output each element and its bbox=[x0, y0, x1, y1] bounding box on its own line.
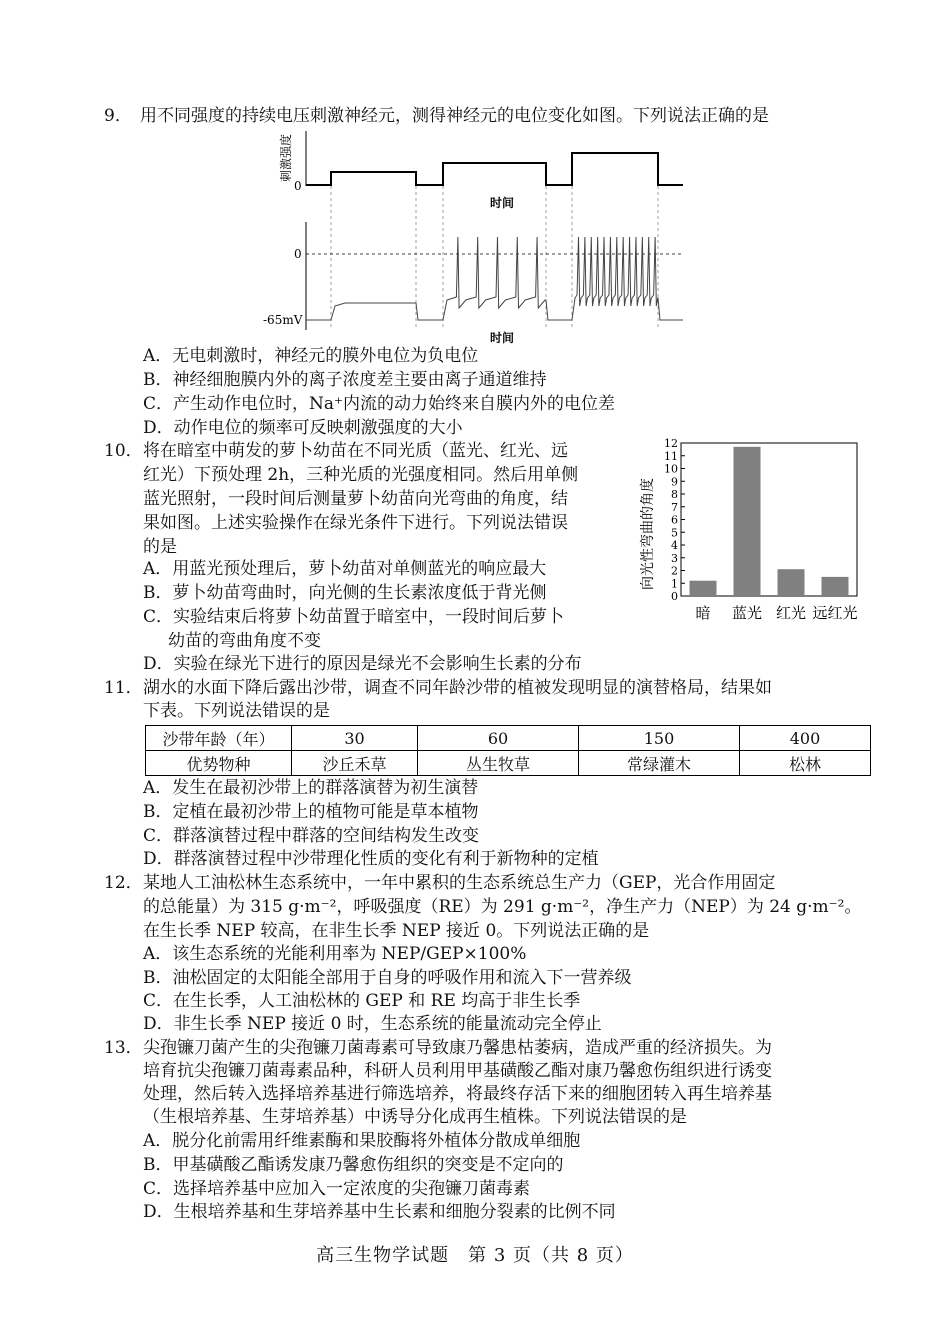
q10-option-c: C．实验结束后将萝卜幼苗置于暗室中，一段时间后萝卜 bbox=[143, 607, 565, 627]
q10-chart-frame bbox=[681, 443, 857, 596]
y-tick-label: 3 bbox=[671, 551, 678, 565]
q10-option-c-cont: 幼苗的弯曲角度不变 bbox=[168, 631, 321, 651]
q11-option-b: B．定植在最初沙带上的植物可能是草本植物 bbox=[143, 802, 479, 822]
q9-stimulus-ylabel: 刺激强度 bbox=[279, 133, 293, 182]
y-tick-label: 11 bbox=[664, 449, 678, 463]
q10-stem-line: 果如图。上述实验操作在绿光条件下进行。下列说法错误 bbox=[143, 513, 568, 533]
q10-option-d: D．实验在绿光下进行的原因是绿光不会影响生长素的分布 bbox=[143, 654, 582, 674]
table-row bbox=[146, 751, 871, 776]
q13-option-c: C．选择培养基中应加入一定浓度的尖孢镰刀菌毒素 bbox=[143, 1179, 531, 1199]
table-cell: 400 bbox=[740, 726, 871, 751]
q13-option-d: D．生根培养基和生芽培养基中生长素和细胞分裂素的比例不同 bbox=[143, 1202, 616, 1222]
table-row bbox=[146, 726, 871, 751]
table-cell: 丛生牧草 bbox=[418, 751, 579, 776]
q11-option-d: D．群落演替过程中沙带理化性质的变化有利于新物种的定植 bbox=[143, 849, 599, 869]
q10-stem-line: 红光）下预处理 2h，三种光质的光强度相同。然后用单侧 bbox=[143, 465, 579, 485]
q9-option-b: B．神经细胞膜内外的离子浓度差主要由离子通道维持 bbox=[143, 370, 547, 390]
q9-figure bbox=[263, 128, 700, 348]
bar-2 bbox=[778, 569, 805, 596]
q9-bottom-zero: 0 bbox=[294, 247, 302, 261]
q9-rest-label: -65mV bbox=[263, 313, 303, 327]
y-tick-label: 1 bbox=[671, 577, 678, 591]
q9-option-a: A．无电刺激时，神经元的膜外电位为负电位 bbox=[143, 346, 479, 366]
table-cell: 优势物种 bbox=[146, 751, 292, 776]
q11-number: 11． bbox=[104, 678, 143, 698]
q9-option-d: D．动作电位的频率可反映刺激强度的大小 bbox=[143, 418, 463, 438]
q13-option-b: B．甲基磺酸乙酯诱发康乃馨愈伤组织的突变是不定向的 bbox=[143, 1155, 564, 1175]
q9-top-xlabel: 时间 bbox=[490, 196, 515, 210]
y-tick-label: 10 bbox=[664, 462, 678, 476]
table-cell: 松林 bbox=[740, 751, 871, 776]
q12-stem-line: 的总能量）为 315 g·m⁻²，呼吸强度（RE）为 291 g·m⁻²，净生产力（NEP）为 24 g·m⁻²。 bbox=[143, 897, 862, 917]
q12-stem-line: 在生长季 NEP 较高，在非生长季 NEP 接近 0。下列说法正确的是 bbox=[143, 921, 650, 941]
q12-option-b: B．油松固定的太阳能全部用于自身的呼吸作用和流入下一营养级 bbox=[143, 968, 632, 988]
q10-bar-chart bbox=[630, 435, 870, 630]
table-cell: 60 bbox=[418, 726, 579, 751]
y-tick-label: 2 bbox=[671, 564, 678, 578]
q9-number: 9． bbox=[104, 106, 132, 126]
y-tick-label: 9 bbox=[671, 475, 678, 489]
q13-stem-line: 尖孢镰刀菌产生的尖孢镰刀菌毒素可导致康乃馨患枯萎病，造成严重的经济损失。为 bbox=[143, 1038, 772, 1058]
q11-table bbox=[145, 725, 871, 776]
q11-stem-line: 下表。下列说法错误的是 bbox=[143, 701, 330, 721]
x-category-label: 蓝光 bbox=[731, 604, 763, 622]
table-cell: 沙丘禾草 bbox=[292, 751, 418, 776]
x-category-label: 远红光 bbox=[812, 604, 858, 622]
y-tick-label: 0 bbox=[671, 590, 678, 603]
table-cell: 150 bbox=[579, 726, 740, 751]
q9-membrane-trace bbox=[306, 237, 683, 320]
q13-option-a: A．脱分化前需用纤维素酶和果胶酶将外植体分散成单细胞 bbox=[143, 1131, 581, 1151]
q12-option-d: D．非生长季 NEP 接近 0 时，生态系统的能量流动完全停止 bbox=[143, 1014, 602, 1034]
x-category-label: 暗 bbox=[695, 604, 711, 622]
q10-stem-line: 将在暗室中萌发的萝卜幼苗在不同光质（蓝光、红光、远 bbox=[143, 441, 568, 461]
y-tick-label: 5 bbox=[671, 526, 678, 540]
q10-number: 10． bbox=[104, 441, 143, 461]
bar-3 bbox=[822, 577, 849, 596]
q12-option-c: C．在生长季，人工油松林的 GEP 和 RE 均高于非生长季 bbox=[143, 991, 581, 1011]
q13-number: 13． bbox=[104, 1038, 143, 1058]
q9-bottom-xlabel: 时间 bbox=[490, 331, 515, 345]
y-tick-label: 7 bbox=[671, 500, 678, 514]
q11-option-c: C．群落演替过程中群落的空间结构发生改变 bbox=[143, 826, 480, 846]
bar-0 bbox=[690, 581, 717, 596]
bar-1 bbox=[734, 447, 761, 596]
q9-stem: 用不同强度的持续电压刺激神经元，测得神经元的电位变化如图。下列说法正确的是 bbox=[140, 106, 769, 126]
q9-top-zero: 0 bbox=[294, 179, 302, 193]
q9-option-c: C．产生动作电位时，Na⁺内流的动力始终来自膜内外的电位差 bbox=[143, 394, 615, 414]
q13-stem-line: 处理，然后转入选择培养基进行筛选培养，将最终存活下来的细胞团转入再生培养基 bbox=[143, 1084, 772, 1104]
y-tick-label: 6 bbox=[671, 513, 678, 527]
q10-option-b: B．萝卜幼苗弯曲时，向光侧的生长素浓度低于背光侧 bbox=[143, 583, 547, 603]
table-cell: 常绿灌木 bbox=[579, 751, 740, 776]
y-tick-label: 12 bbox=[664, 437, 678, 450]
q11-stem-line: 湖水的水面下降后露出沙带，调查不同年龄沙带的植被发现明显的演替格局，结果如 bbox=[143, 678, 772, 698]
q10-chart-ylabel: 向光性弯曲的角度 bbox=[640, 478, 656, 590]
q9-stimulus-trace bbox=[306, 153, 683, 185]
q12-option-a: A．该生态系统的光能利用率为 NEP/GEP×100% bbox=[143, 944, 527, 964]
q10-option-a: A．用蓝光预处理后，萝卜幼苗对单侧蓝光的响应最大 bbox=[143, 559, 547, 579]
q13-stem-line: 培育抗尖孢镰刀菌毒素品种，科研人员利用甲基磺酸乙酯对康乃馨愈伤组织进行诱变 bbox=[143, 1061, 772, 1081]
table-cell: 沙带年龄（年） bbox=[146, 726, 292, 751]
q10-stem-line: 蓝光照射，一段时间后测量萝卜幼苗向光弯曲的角度，结 bbox=[143, 489, 568, 509]
y-tick-label: 8 bbox=[671, 488, 678, 501]
table-cell: 30 bbox=[292, 726, 418, 751]
q13-stem-line: （生根培养基、生芽培养基）中诱导分化成再生植株。下列说法错误的是 bbox=[143, 1107, 687, 1127]
q12-stem-line: 某地人工油松林生态系统中，一年中累积的生态系统总生产力（GEP，光合作用固定 bbox=[143, 873, 776, 893]
page-footer: 高三生物学试题 第 3 页（共 8 页） bbox=[316, 1245, 634, 1266]
q10-stem-line: 的是 bbox=[143, 537, 177, 557]
q11-option-a: A．发生在最初沙带上的群落演替为初生演替 bbox=[143, 778, 479, 798]
y-tick-label: 4 bbox=[671, 539, 678, 552]
x-category-label: 红光 bbox=[775, 604, 807, 622]
q12-number: 12． bbox=[104, 873, 143, 893]
